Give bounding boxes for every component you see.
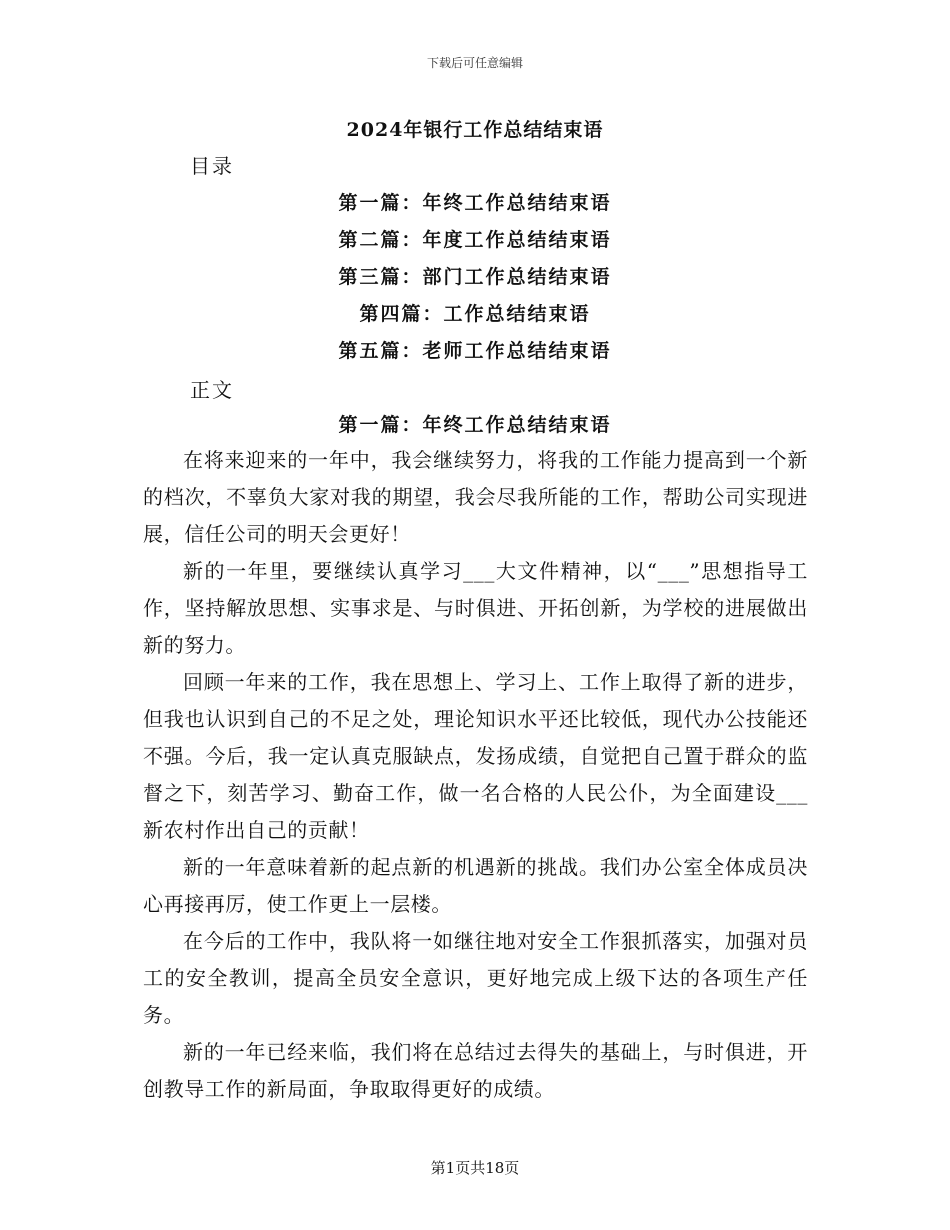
paragraph: 回顾一年来的工作，我在思想上、学习上、工作上取得了新的进步，但我也认识到自己的不足之处，理论知识水平还比较低，现代办公技能还不强。今后，我一定认真克服缺点，发扬成绩，自觉把自己置于群众的监督之下，刻苦学习、勤奋工作，做一名合格的人民公仆，为全面建设___新农村作出自己的贡献！ [143, 670, 808, 842]
paragraph: 新的一年已经来临，我们将在总结过去得失的基础上，与时俱进，开创教导工作的新局面，争取取得更好的成绩。 [143, 1040, 808, 1101]
body-label: 正文 [190, 378, 234, 402]
toc-item-4: 第四篇：工作总结结束语 [359, 303, 591, 325]
toc-item-3: 第三篇：部门工作总结结束语 [338, 266, 612, 288]
toc-label: 目录 [190, 154, 234, 178]
paragraph: 新的一年里，要继续认真学习___大文件精神，以“___”思想指导工作，坚持解放思想、实事求是、与时俱进、开拓创新，为学校的进展做出新的努力。 [143, 559, 808, 657]
toc-item-1: 第一篇：年终工作总结结束语 [338, 192, 612, 214]
page-footer: 第1页共18页 [430, 1159, 520, 1177]
toc-item-2: 第二篇：年度工作总结结束语 [338, 229, 612, 251]
paragraph: 在今后的工作中，我队将一如继往地对安全工作狠抓落实，加强对员工的安全教训，提高全员安全意识，更好地完成上级下达的各项生产任务。 [143, 929, 808, 1027]
page-header-note: 下载后可任意编辑 [426, 56, 523, 70]
toc-item-5: 第五篇：老师工作总结结束语 [338, 340, 612, 362]
paragraph: 在将来迎来的一年中，我会继续努力，将我的工作能力提高到一个新的档次，不辜负大家对我的期望，我会尽我所能的工作，帮助公司实现进展，信任公司的明天会更好！ [143, 448, 808, 546]
paragraph: 新的一年意味着新的起点新的机遇新的挑战。我们办公室全体成员决心再接再厉，使工作更上一层楼。 [143, 855, 808, 916]
document-title: 2024年银行工作总结结束语 [346, 119, 604, 141]
section-heading: 第一篇：年终工作总结结束语 [338, 414, 612, 436]
body-text [143, 442, 808, 1108]
